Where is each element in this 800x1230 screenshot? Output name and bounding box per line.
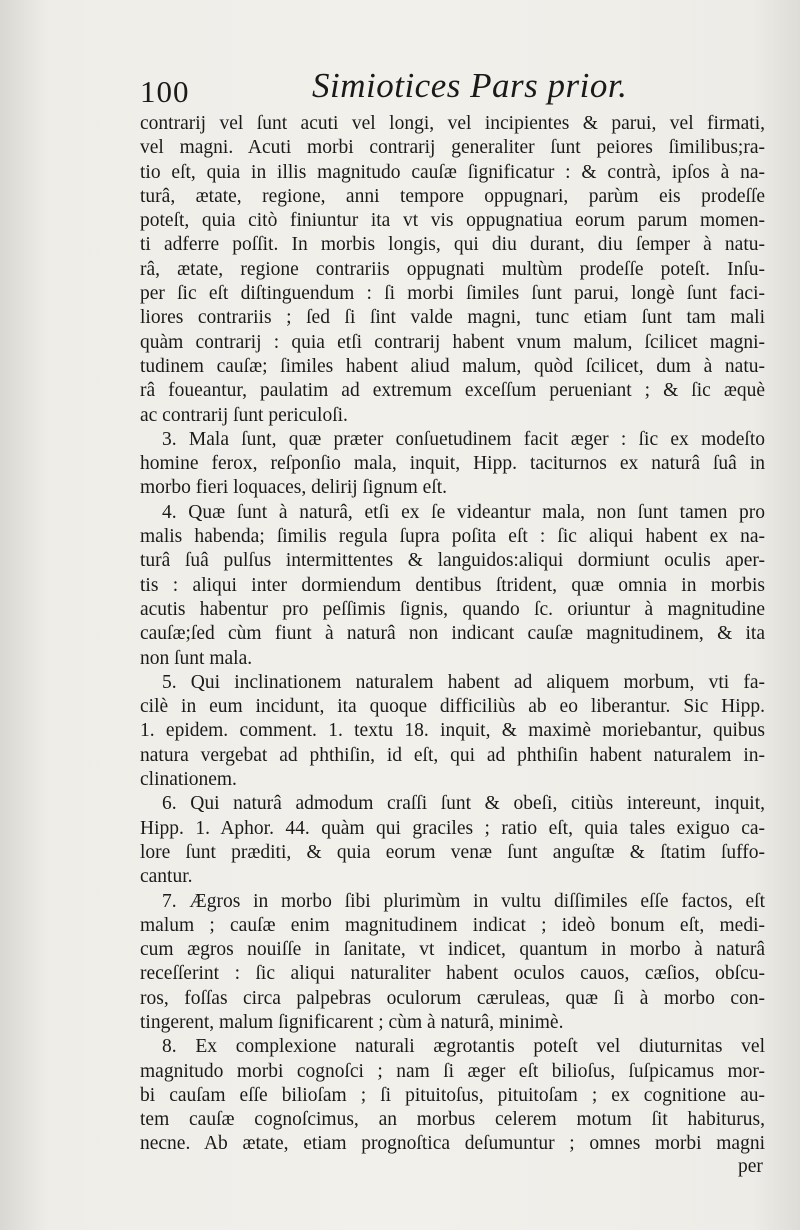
text-line: tio eſt, quia in illis magnitudo cauſæ ſignificatur : & contrà, ipſos à na-: [140, 161, 765, 183]
text-line: râ foueantur, paulatim ad extremum exceſſum perueniant ; & ſic æquè: [140, 380, 765, 402]
text-line: magnitudo morbi cognoſci ; nam ſi æger eſt bilioſus, ſuſpicamus mor-: [140, 1060, 765, 1082]
text-line: liores contrariis ; ſed ſi ſint valde magni, tunc etiam ſunt tam mali: [140, 307, 765, 329]
text-line: tis : aliqui inter dormiendum dentibus ſtrident, quæ omnia in morbis: [140, 574, 765, 596]
text-line: quàm contrarij : quia etſi contrarij habent vnum malum, ſcilicet magni-: [140, 331, 765, 353]
running-head: Simiotices Pars prior.: [312, 66, 628, 105]
text-line: 6. Qui naturâ admodum craſſi ſunt & obeſi, citiùs intereunt, inquit,: [162, 793, 765, 815]
text-line: cauſæ;ſed cùm fiunt à naturâ non indicant cauſæ magnitudinem, & ita: [140, 623, 765, 645]
text-line: morbo fieri loquaces, delirij ſignum eſt.: [140, 477, 448, 499]
text-line: 8. Ex complexione naturali ægrotantis poteſt vel diuturnitas vel: [162, 1036, 765, 1058]
text-line: cum ægros nouiſſe in ſanitate, vt indicet, quantum in morbo à naturâ: [140, 939, 765, 961]
text-line: per ſic eſt diſtinguendum : ſi morbi ſimiles ſunt parui, longè ſunt faci-: [140, 283, 765, 305]
text-line: 7. Ægros in morbo ſibi plurimùm in vultu diſſimiles eſſe factos, eſt: [162, 890, 765, 912]
text-line: tudinem cauſæ; ſimiles habent aliud malum, quòd ſcilicet, dum à natu-: [140, 355, 765, 377]
text-line: 4. Quæ ſunt à naturâ, etſi ex ſe videantur mala, non ſunt tamen pro: [162, 501, 765, 523]
text-line: lore ſunt præditi, & quia eorum venæ ſunt anguſtæ & ſtatim ſuffo-: [140, 841, 765, 863]
text-line: tem cauſæ cognoſcimus, an morbus celerem motum ſit habiturus,: [140, 1109, 765, 1131]
text-line: vel magni. Acuti morbi contrarij generaliter ſunt peiores ſimilibus;ra-: [140, 137, 765, 159]
text-line: natura vergebat ad phthiſin, id eſt, qui ad phthiſin habent naturalem in-: [140, 744, 765, 766]
text-line: non ſunt mala.: [140, 647, 253, 669]
text-line: râ, ætate, regione contrariis oppugnati multùm prodeſſe poteſt. Inſu-: [140, 258, 765, 280]
text-line: acutis habentur pro peſſimis ſignis, quando ſc. oriuntur à magnitudine: [140, 598, 765, 620]
page-number: 100: [140, 74, 190, 109]
text-line: malis habenda; ſimilis regula ſupra poſita eſt : ſic aliqui habent ex na-: [140, 526, 765, 548]
catchword: per: [738, 1156, 763, 1177]
text-line: ti adferre poſſit. In morbis longis, qui diu durant, diu ſemper à natu-: [140, 234, 765, 256]
text-line: 5. Qui inclinationem naturalem habent ad aliquem morbum, vti fa-: [162, 671, 765, 693]
text-line: turâ ſuâ pulſus intermittentes & languidos:aliqui dormiunt oculis aper-: [140, 550, 765, 572]
text-line: cilè in eum incidunt, ita quoque difficiliùs ab eo liberantur. Sic Hipp.: [140, 696, 765, 718]
text-line: 3. Mala ſunt, quæ præter conſuetudinem facit æger : ſic ex modeſto: [162, 428, 765, 450]
text-line: contrarij vel ſunt acuti vel longi, vel incipientes & parui, vel firmati,: [140, 113, 765, 134]
text-line: ros, foſſas circa palpebras oculorum cæruleas, quæ ſi à morbo con-: [140, 987, 765, 1009]
text-line: homine ferox, reſponſio mala, inquit, Hipp. taciturnos ex naturâ ſuâ in: [140, 453, 765, 475]
text-line: cantur.: [140, 866, 193, 888]
text-line: clinationem.: [140, 769, 237, 791]
page-header: [140, 66, 628, 112]
body-text: [140, 112, 765, 1157]
text-line: ac contrarij ſunt periculoſi.: [140, 404, 348, 426]
text-line: necne. Ab ætate, etiam prognoſtica deſumuntur ; omnes morbi magni: [140, 1133, 765, 1155]
text-line: bi cauſam eſſe bilioſam ; ſi pituitoſus, pituitoſam ; ex cognitione au-: [140, 1084, 765, 1106]
text-line: 1. epidem. comment. 1. textu 18. inquit, & maximè moriebantur, quibus: [140, 720, 765, 742]
text-line: Hipp. 1. Aphor. 44. quàm qui graciles ; ratio eſt, quia tales exiguo ca-: [140, 817, 765, 839]
text-line: tingerent, malum ſignificarent ; cùm à naturâ, minimè.: [140, 1011, 564, 1033]
text-line: turâ, ætate, regione, anni tempore oppugnari, parùm eis prodeſſe: [140, 185, 765, 207]
text-line: receſſerint : ſic aliqui naturaliter habent oculos cauos, cæſios, obſcu-: [140, 963, 765, 985]
text-line: malum ; cauſæ enim magnitudinem indicat ; ideò bonum eſt, medi-: [140, 914, 765, 936]
text-line: poteſt, quia citò finiuntur ita vt vis oppugnatiua eorum parum momen-: [140, 210, 765, 232]
